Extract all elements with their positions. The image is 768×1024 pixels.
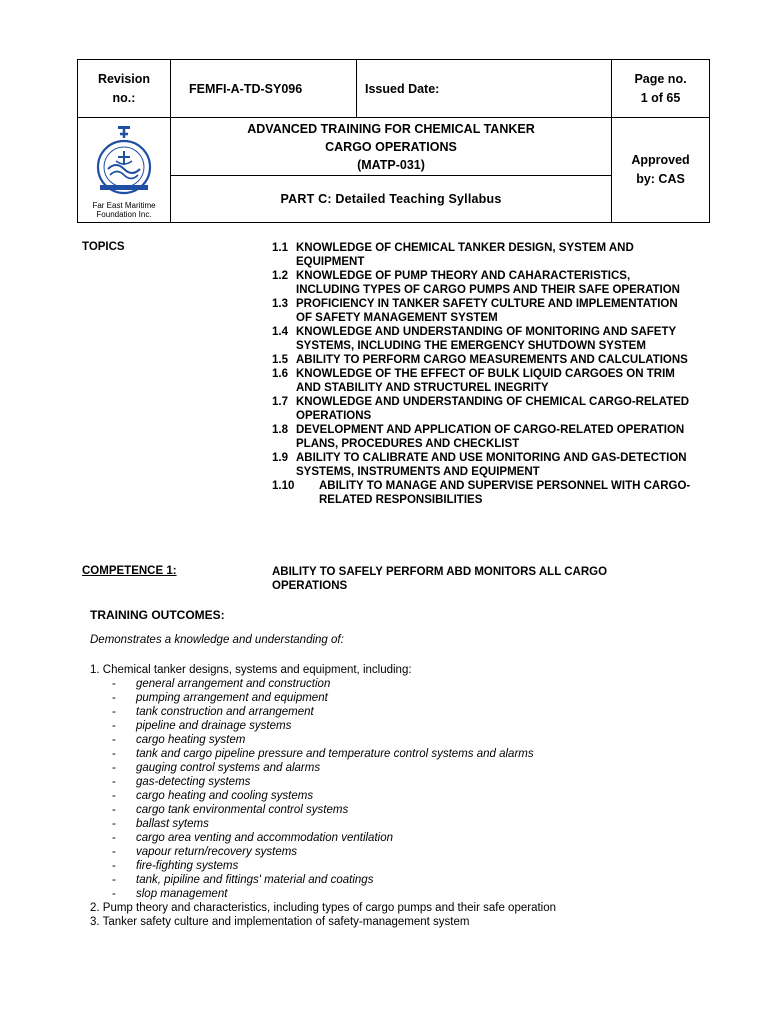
topic-number: 1.7 [272,396,288,408]
training-outcomes-heading: TRAINING OUTCOMES: [90,608,225,622]
topic-text: ABILITY TO CALIBRATE AND USE MONITORING AND GAS-DETECTION SYSTEMS, INSTRUMENTS AND EQUIPMENT [296,452,687,478]
course-title [171,118,612,176]
subitem: - tank and cargo pipeline pressure and temperature control systems and alarms [112,747,534,761]
subitem: - cargo tank environmental control systems [112,803,534,817]
subitem: - slop management [112,887,534,901]
organization-line-1: Far East Maritime [92,201,156,210]
topic-item [272,325,692,353]
topics-label: TOPICS [82,241,125,253]
topic-text: KNOWLEDGE OF THE EFFECT OF BULK LIQUID CARGOES ON TRIM AND STABILITY AND STRUCTUREL INEGRITY [296,368,675,394]
topic-number: 1.6 [272,368,288,380]
topics-list [272,241,692,507]
topic-number: 1.1 [272,242,288,254]
topic-text: KNOWLEDGE AND UNDERSTANDING OF CHEMICAL CARGO-RELATED OPERATIONS [296,396,690,422]
approved-by: by: CAS [636,172,685,186]
topic-item [272,395,692,423]
subitem: - pumping arrangement and equipment [112,691,534,705]
subitem: - gas-detecting systems [112,775,534,789]
competence-label: COMPETENCE 1: [82,565,177,577]
doc-code: FEMFI-A-TD-SY096 [171,60,357,118]
topic-text: KNOWLEDGE OF CHEMICAL TANKER DESIGN, SYSTEM AND EQUIPMENT [296,242,634,268]
topic-item [272,423,692,451]
topic-number: 1.4 [272,326,288,338]
topic-item [272,241,692,269]
course-title-line-2: CARGO OPERATIONS [325,139,457,154]
subitem: - general arrangement and construction [112,677,534,691]
subitem: - fire-fighting systems [112,859,534,873]
subitem: - cargo heating and cooling systems [112,789,534,803]
issued-date [357,60,612,118]
subitem: - vapour return/recovery systems [112,845,534,859]
logo-cell [78,118,171,223]
topic-item [272,479,692,507]
approved-label: Approved [631,153,690,167]
subitem: - cargo heating system [112,733,534,747]
subitem: - cargo area venting and accommodation ventilation [112,831,534,845]
outcome-subitems [112,677,534,901]
topic-text: DEVELOPMENT AND APPLICATION OF CARGO-RELATED OPERATION PLANS, PROCEDURES AND CHECKLIST [296,424,685,450]
topic-text: KNOWLEDGE OF PUMP THEORY AND CAHARACTERISTICS, INCLUDING TYPES OF CARGO PUMPS AND THEIR SAFE OPERATION [296,270,680,296]
page-label: Page no. [634,71,687,86]
topic-number: 1.10 [272,480,295,492]
outcome-item-3: 3. Tanker safety culture and implementation of safety-management system [90,916,470,928]
topic-item [272,297,692,325]
page-number-cell [612,60,710,118]
revision-no-label: no.: [112,90,136,105]
document-header [77,59,710,223]
topic-number: 1.2 [272,270,288,282]
subitem: - tank construction and arrangement [112,705,534,719]
topic-text: ABILITY TO PERFORM CARGO MEASUREMENTS AND CALCULATIONS [296,354,688,366]
subitem: - ballast sytems [112,817,534,831]
topic-text: PROFICIENCY IN TANKER SAFETY CULTURE AND IMPLEMENTATION OF SAFETY MANAGEMENT SYSTEM [296,298,678,324]
outcome-item-2: 2. Pump theory and characteristics, including types of cargo pumps and their safe operation [90,902,557,914]
approval-cell [612,118,710,223]
topic-number: 1.9 [272,452,288,464]
topic-text: ABILITY TO MANAGE AND SUPERVISE PERSONNEL WITH CARGO-RELATED RESPONSIBILITIES [319,480,691,506]
outcome-item-1: 1. Chemical tanker designs, systems and equipment, including: [90,664,412,676]
organization-name [78,201,170,219]
course-code: (MATP-031) [357,157,425,172]
topic-number: 1.8 [272,424,288,436]
topic-item [272,367,692,395]
topic-text: KNOWLEDGE AND UNDERSTANDING OF MONITORING AND SAFETY SYSTEMS, INCLUDING THE EMERGENCY SHUTDOWN SYSTEM [296,326,676,352]
course-title-line-1: ADVANCED TRAINING FOR CHEMICAL TANKER [247,121,535,136]
topic-number: 1.3 [272,298,288,310]
issued-date-label: Issued Date: [365,81,440,96]
competence-text: ABILITY TO SAFELY PERFORM ABD MONITORS ALL CARGO OPERATIONS [272,566,608,592]
outcomes-intro: Demonstrates a knowledge and understanding of: [90,634,344,646]
foundation-logo [96,125,152,199]
part-heading: PART C: Detailed Teaching Syllabus [171,176,612,223]
subitem: - tank, pipiline and fittings' material and coatings [112,873,534,887]
organization-line-2: Foundation Inc. [96,210,152,219]
topic-item [272,451,692,479]
subitem: - gauging control systems and alarms [112,761,534,775]
topic-item [272,353,692,367]
revision-cell [78,60,171,118]
revision-label: Revision [97,71,151,86]
topic-number: 1.5 [272,354,288,366]
page-count: 1 of 65 [640,90,681,105]
subitem: - pipeline and drainage systems [112,719,534,733]
topic-item [272,269,692,297]
